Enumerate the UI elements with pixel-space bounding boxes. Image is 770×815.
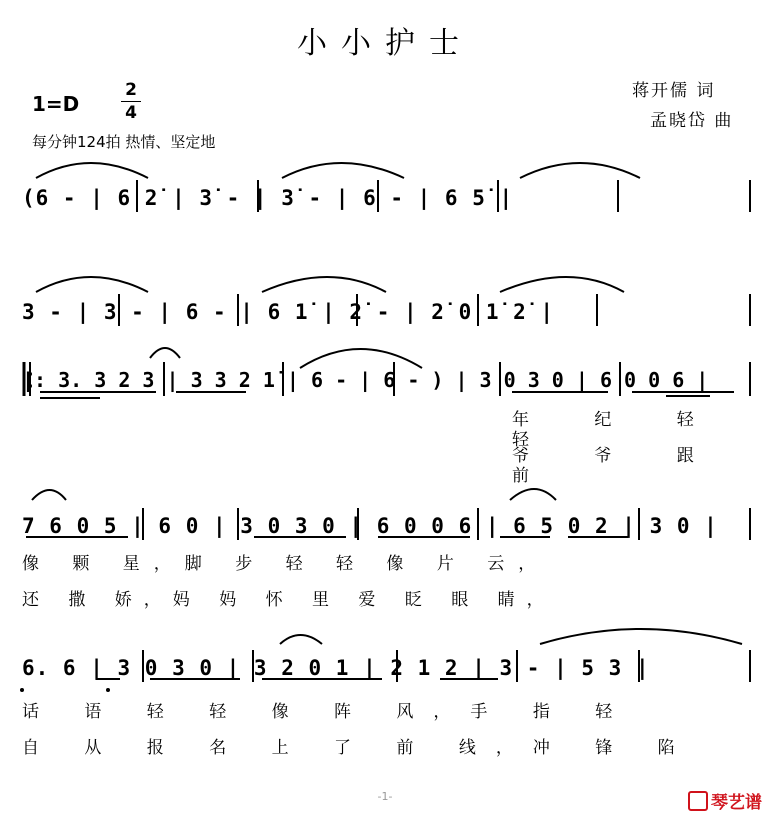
score-line-4: 7 6 0 5 | 6 0 | 3 0 3 0 | 6 0 0 6 | 6 5 0 2 | 3 0 | — [22, 514, 718, 538]
score-title: 小小护士 — [297, 26, 473, 61]
lyric-line-3a: 年 纪 轻 轻 — [512, 410, 724, 450]
score-line-2: 3 - | 3 - | 6 - | 6 1̇ | 2̇ - | 2̇ 0 1̇ 2̇ | — [22, 300, 555, 324]
page-number: -1- — [377, 790, 393, 803]
lyric-line-3b: 爷 爷 跟 前 — [512, 446, 724, 486]
time-signature-top: 2 — [125, 80, 137, 100]
score-line-5: 6. 6 | 3 0 3 0 | 3 2 0 1 | 2 1 2 | 3 - | 5 3 | — [22, 656, 650, 680]
lyric-line-5a: 话 语 轻 轻 像 阵 风，手 指 轻 — [22, 702, 633, 722]
lyric-line-5b: 自 从 报 名 上 了 前 线，冲 锋 陷 — [22, 738, 695, 758]
score-line-3: |: 3. 3 2 3 | 3 3 2 1̇ | 6 - | 6 - ) | 3 0 3 0 | 6 0 0 6 | — [22, 368, 709, 392]
watermark-text: 琴艺谱 — [711, 793, 762, 813]
time-signature-bottom: 4 — [125, 103, 137, 123]
score-line-1: (6 - | 6 2̇ | 3̇ - | 3̇ - | 6 - | 6 5̇ | — [22, 186, 514, 210]
lyricist-credit: 蒋开儒 词 — [632, 81, 716, 101]
lyric-line-4b: 还 撒 娇，妈 妈 怀 里 爱 眨 眼 睛， — [22, 590, 556, 610]
logo-icon — [688, 791, 708, 811]
tempo-marking: 每分钟124拍 热情、坚定地 — [32, 133, 216, 151]
watermark-logo — [688, 788, 762, 813]
composer-credit: 孟晓岱 曲 — [650, 111, 734, 131]
lyric-line-4a: 像 颗 星，脚 步 轻 轻 像 片 云， — [22, 554, 550, 574]
key-signature: 1=D — [32, 92, 80, 116]
